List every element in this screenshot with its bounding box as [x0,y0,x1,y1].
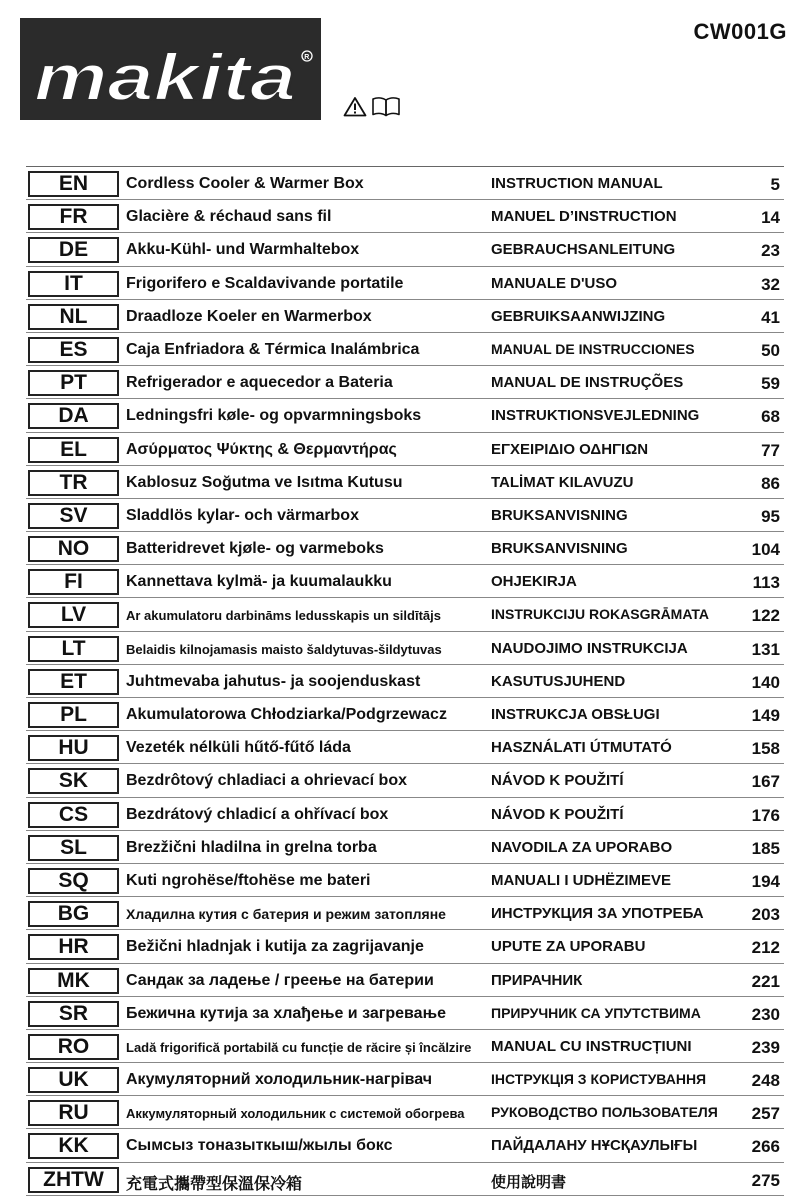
toc-row-no [26,532,784,565]
toc-row-es [26,333,784,366]
manual-label: HASZNÁLATI ÚTMUTATÓ [491,739,672,757]
manual-label: MANUAL DE INSTRUCCIONES [491,340,695,357]
toc-row-zhtw [26,1163,784,1196]
manual-label: GEBRUIKSAANWIJZING [491,307,666,325]
language-code: HU [28,735,119,761]
page-number: 122 [751,606,780,626]
language-code: HR [28,934,119,960]
product-title: Сандак за ладење / греење на батерии [126,971,434,989]
language-code: FR [28,204,119,230]
language-code: SV [28,503,119,529]
language-code: RO [28,1034,119,1060]
toc-row-sl [26,831,784,864]
manual-label: NAUDOJIMO INSTRUKCIJA [491,639,688,657]
toc-row-fi [26,565,784,598]
product-title: Ladă frigorifică portabilă cu funcție de răcire și încălzire [126,1039,472,1055]
manual-label: 使用說明書 [491,1173,567,1191]
language-code: SK [28,768,119,794]
product-title: Аккумуляторный холодильник с системой обогрева [126,1106,465,1122]
makita-logo [20,18,321,120]
page-number: 149 [751,706,780,725]
product-title: Kannettava kylmä- ja kuumalaukku [126,573,392,591]
manual-label: INSTRUKTIONSVEJLEDNING [491,407,700,425]
language-code: RU [28,1100,119,1126]
toc-row-et [26,665,784,698]
toc-row-sk [26,764,784,797]
product-title: Draadloze Koeler en Warmerbox [126,307,372,325]
toc-row-uk [26,1063,784,1096]
page-number: 86 [761,473,780,493]
product-title: Akumulatorowa Chłodziarka/Podgrzewacz [126,706,447,723]
language-code: PT [28,370,119,396]
product-title: Batteridrevet kjøle- og varmeboks [126,540,384,558]
toc-row-el [26,433,784,466]
language-table-of-contents [26,166,784,1196]
page-number: 104 [751,540,780,560]
manual-label: BRUKSANVISNING [491,540,628,558]
page-number: 230 [751,1004,780,1024]
language-code: UK [28,1067,119,1093]
product-title: Frigorifero e Scaldavivande portatile [126,274,404,292]
toc-row-hr [26,930,784,963]
page-number: 167 [751,772,780,792]
page-number: 257 [751,1104,780,1124]
page-number: 212 [751,938,780,958]
toc-row-ru [26,1096,784,1129]
product-title: Vezeték nélküli hűtő-fűtő láda [126,739,351,757]
product-title: Акумуляторний холодильник-нагрівач [126,1071,433,1089]
language-code: LT [28,636,119,662]
product-title: Сымсыз тоназыткыш/жылы бокс [126,1137,393,1155]
page-number: 266 [751,1137,780,1157]
open-book-icon [371,96,401,117]
toc-row-pl [26,698,784,731]
manual-label: INSTRUKCIJU ROKASGRĀMATA [491,606,710,623]
safety-icons [343,96,401,117]
language-code: MK [28,968,119,994]
language-code: EL [28,437,119,463]
manual-label: ИНСТРУКЦИЯ ЗА УПОТРЕБА [491,905,704,923]
toc-row-da [26,399,784,432]
page-number: 59 [761,374,780,394]
page-number: 95 [761,506,780,526]
page-number: 113 [752,573,780,593]
toc-row-pt [26,366,784,399]
manual-label: MANUAL CU INSTRUCȚIUNI [491,1037,692,1055]
language-code: DE [28,237,119,263]
toc-row-mk [26,964,784,997]
manual-label: MANUAL DE INSTRUÇÕES [491,374,684,392]
manual-label: GEBRAUCHSANLEITUNG [491,241,676,259]
manual-label: MANUEL D’INSTRUCTION [491,208,677,226]
toc-row-lt [26,632,784,665]
toc-row-kk [26,1129,784,1162]
manual-label: MANUALI I UDHËZIMEVE [491,871,671,889]
page-number: 131 [751,639,780,659]
product-title: 充電式攜帶型保溫保冷箱 [126,1175,303,1193]
makita-wordmark-icon [20,18,321,120]
product-title: Хладилна кутия с батерия и режим затопляне [126,906,446,923]
manual-label: UPUTE ZA UPORABU [491,938,646,956]
page-number: 68 [761,407,780,427]
language-code: LV [28,602,119,628]
toc-row-fr [26,200,784,233]
page-number: 239 [751,1037,780,1057]
page-number: 23 [761,241,780,261]
page-number: 32 [761,274,780,294]
product-title: Refrigerador e aquecedor a Bateria [126,374,393,392]
page-number: 185 [751,838,780,858]
page-number: 50 [761,340,780,360]
language-code: EN [28,171,119,197]
product-title: Akku-Kühl- und Warmhaltebox [126,241,360,259]
language-code: IT [28,271,119,297]
product-title: Kuti ngrohëse/ftohëse me bateri [126,871,371,889]
manual-label: ІНСТРУКЦІЯ З КОРИСТУВАННЯ [491,1071,707,1088]
product-title: Belaidis kilnojamasis maisto šaldytuvas-šildytuvas [126,641,442,657]
toc-row-nl [26,300,784,333]
toc-row-en [26,167,784,200]
language-code: FI [28,569,119,595]
manual-label: MANUALE D'USO [491,274,618,292]
page-number: 176 [751,805,780,825]
manual-label: KASUTUSJUHEND [491,672,626,690]
warning-triangle-icon [343,96,367,117]
product-title: Ασύρματος Ψύκτης & Θερμαντήρας [126,440,397,458]
language-code: BG [28,901,119,927]
toc-row-bg [26,897,784,930]
manual-label: NÁVOD K POUŽITÍ [491,805,624,823]
toc-row-it [26,267,784,300]
product-title: Bežični hladnjak i kutija za zagrijavanje [126,938,424,956]
language-code: SQ [28,868,119,894]
language-code: SL [28,835,119,861]
manual-label: INSTRUKCJA OBSŁUGI [491,706,660,723]
toc-row-sq [26,864,784,897]
product-title: Glacière & réchaud sans fil [126,208,332,226]
toc-row-ro [26,1030,784,1063]
manual-label: OHJEKIRJA [491,573,577,591]
toc-row-sv [26,499,784,532]
product-title: Juhtmevaba jahutus- ja soojenduskast [126,672,421,690]
page-number: 248 [751,1071,780,1091]
manual-label: BRUKSANVISNING [491,506,628,524]
product-title: Ledningsfri køle- og opvarmningsboks [126,407,422,425]
language-code: PL [28,702,119,728]
product-title: Caja Enfriadora & Térmica Inalámbrica [126,340,420,358]
product-title: Kablosuz Soğutma ve Isıtma Kutusu [126,473,403,491]
page-number: 275 [751,1170,780,1190]
language-code: NL [28,304,119,330]
manual-label: ПРИРУЧНИК СА УПУТСТВИМА [491,1004,701,1021]
model-number: CW001G [693,19,787,44]
product-title: Bezdrôtový chladiaci a ohrievací box [126,772,407,790]
language-code: ZHTW [28,1167,119,1193]
toc-row-sr [26,997,784,1030]
manual-label: ПАЙДАЛАНУ НҰСҚАУЛЫҒЫ [491,1137,698,1155]
product-title: Cordless Cooler & Warmer Box [126,175,364,192]
language-code: DA [28,403,119,429]
page-number: 140 [751,672,780,692]
product-title: Ar akumulatoru darbināms ledusskapis un sildītājs [126,608,441,624]
page-number: 41 [761,307,780,327]
page-number: 203 [751,905,780,925]
manual-label: NÁVOD K POUŽITÍ [491,772,624,790]
language-code: NO [28,536,119,562]
language-code: ET [28,669,119,695]
language-code: CS [28,802,119,828]
language-code: KK [28,1133,119,1159]
language-code: SR [28,1001,119,1027]
toc-row-tr [26,466,784,499]
product-title: Sladdlös kylar- och värmarbox [126,506,359,524]
product-title: Бежична кутија за хлађење и загревање [126,1004,446,1022]
page-number: 77 [761,440,780,460]
svg-text:R: R [304,54,310,61]
toc-row-de [26,233,784,266]
manual-label: NAVODILA ZA UPORABO [491,838,673,856]
page-number: 158 [751,739,780,759]
language-code: TR [28,470,119,496]
page-number: 14 [761,208,780,228]
language-code: ES [28,337,119,363]
manual-label: ПРИРАЧНИК [491,971,583,989]
product-title: Bezdrátový chladicí a ohřívací box [126,805,389,823]
page-number: 221 [751,971,780,991]
toc-row-hu [26,731,784,764]
page-number: 5 [770,175,780,194]
manual-label: TALİMAT KILAVUZU [491,473,634,491]
toc-row-lv [26,598,784,631]
page-number: 194 [751,871,780,891]
brand-text: makita [34,40,296,114]
manual-label: РУКОВОДСТВО ПОЛЬЗОВАТЕЛЯ [491,1104,718,1121]
toc-row-cs [26,798,784,831]
manual-label: ΕΓΧΕΙΡΙΔΙΟ ΟΔΗΓΙΩΝ [491,440,649,458]
manual-label: INSTRUCTION MANUAL [491,175,663,192]
product-title: Brezžični hladilna in grelna torba [126,838,377,856]
